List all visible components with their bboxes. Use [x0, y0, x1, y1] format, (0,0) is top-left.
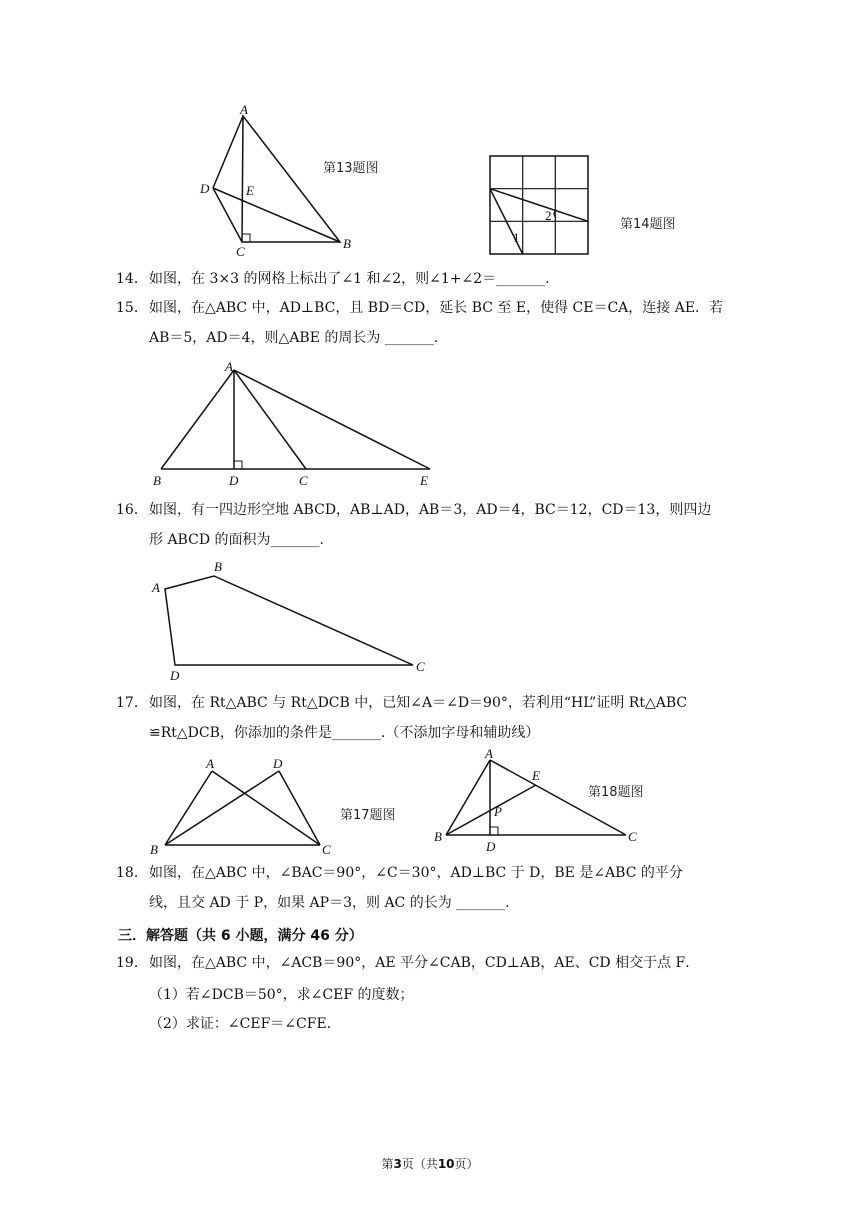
- footer-total-pages: 10: [437, 1157, 455, 1171]
- figure-13-caption: 第13题图: [323, 161, 379, 176]
- segment-db: [213, 188, 340, 242]
- label-c: C: [628, 829, 637, 844]
- angle-2-label: 2: [545, 208, 552, 223]
- label-b: B: [343, 236, 351, 251]
- figure-17-caption: 第17题图: [340, 808, 396, 823]
- section-heading: 三．解答题（共 6 小题，满分 46 分）: [118, 928, 363, 944]
- question-19-part-2: （2）求证：∠CEF＝∠CFE．: [149, 1016, 341, 1032]
- label-a: A: [240, 102, 248, 117]
- label-d: D: [200, 181, 210, 196]
- label-d: D: [486, 839, 496, 854]
- figure-18-caption: 第18题图: [588, 785, 644, 800]
- question-text: 如图，在△ABC 中，∠ACB＝90°，AE 平分∠CAB，CD⊥AB，AE、CD 相交于点 F．: [149, 955, 700, 971]
- figure-17: [145, 755, 345, 860]
- triangle-abc: [242, 116, 340, 242]
- question-text-line-2: ≌Rt△DCB，你添加的条件是_______.（不添加字母和辅助线）: [149, 725, 540, 741]
- question-14: [118, 264, 740, 294]
- label-c: C: [299, 473, 308, 488]
- angle-1-label: 1: [513, 230, 520, 245]
- label-b: B: [214, 559, 222, 574]
- question-text-line-1: 如图，在△ABC 中，AD⊥BC，且 BD＝CD，延长 BC 至 E，使得 CE＝CA，连接 AE．若: [149, 300, 724, 316]
- question-number: 14．: [116, 271, 148, 287]
- page-footer: [0, 1155, 860, 1172]
- figure-14-caption: 第14题图: [620, 217, 676, 232]
- label-d: D: [170, 668, 180, 683]
- footer-page-number: 3: [393, 1157, 402, 1171]
- question-text-line-1: 如图，在△ABC 中，∠BAC＝90°，∠C＝30°，AD⊥BC 于 D，BE 是∠ABC 的平分: [149, 865, 683, 881]
- label-b: B: [434, 829, 442, 844]
- label-c: C: [416, 659, 425, 674]
- segment-da: [213, 116, 243, 188]
- label-e: E: [420, 473, 428, 488]
- right-angle-mark: [242, 234, 250, 242]
- question-text: 如图，在 3×3 的网格上标出了∠1 和∠2，则∠1+∠2＝_______.: [149, 271, 550, 287]
- figure-14-grid: [488, 154, 592, 256]
- question-number: 15．: [116, 300, 148, 316]
- question-text-line-2: 线，且交 AD 于 P，如果 AP＝3，则 AC 的长为 _______.: [149, 895, 510, 911]
- question-text-line-2: 形 ABCD 的面积为_______.: [149, 532, 324, 548]
- label-c: C: [236, 244, 245, 259]
- figure-18: [430, 748, 645, 858]
- label-a: A: [206, 756, 214, 771]
- footer-mid: 页（共: [401, 1157, 438, 1171]
- question-number: 17．: [116, 695, 148, 711]
- label-a: A: [152, 580, 160, 595]
- question-17: [118, 688, 740, 748]
- figure-13: [190, 100, 370, 260]
- question-16: [118, 495, 740, 555]
- question-text-line-1: 如图，有一四边形空地 ABCD，AB⊥AD，AB＝3，AD＝4，BC＝12，CD＝13，则四边: [149, 502, 712, 518]
- label-a: A: [225, 359, 233, 374]
- label-c: C: [322, 842, 331, 857]
- label-e: E: [246, 183, 254, 198]
- question-text-line-1: 如图，在 Rt△ABC 与 Rt△DCB 中，已知∠A＝∠D＝90°，若利用“HL”证明 Rt△ABC: [149, 695, 688, 711]
- footer-suffix: 页）: [454, 1157, 479, 1171]
- segment-dc: [213, 188, 242, 242]
- figure-15: [150, 358, 450, 493]
- label-p: P: [494, 804, 502, 819]
- label-b: B: [150, 842, 158, 857]
- question-number: 16．: [116, 502, 148, 518]
- question-19-part-1: （1）若∠DCB＝50°，求∠CEF 的度数；: [149, 987, 414, 1003]
- question-text-line-2: AB＝5，AD＝4，则△ABE 的周长为 _______.: [149, 330, 439, 346]
- question-number: 18．: [116, 865, 148, 881]
- label-a: A: [485, 746, 493, 761]
- label-b: B: [153, 473, 161, 488]
- figure-16: [148, 558, 438, 683]
- question-15: [118, 293, 740, 353]
- label-e: E: [532, 768, 540, 783]
- label-d: D: [229, 473, 239, 488]
- question-number: 19．: [116, 955, 148, 971]
- footer-prefix: 第: [381, 1157, 394, 1171]
- question-18: [118, 858, 740, 918]
- label-d: D: [273, 756, 283, 771]
- question-19: [118, 948, 740, 978]
